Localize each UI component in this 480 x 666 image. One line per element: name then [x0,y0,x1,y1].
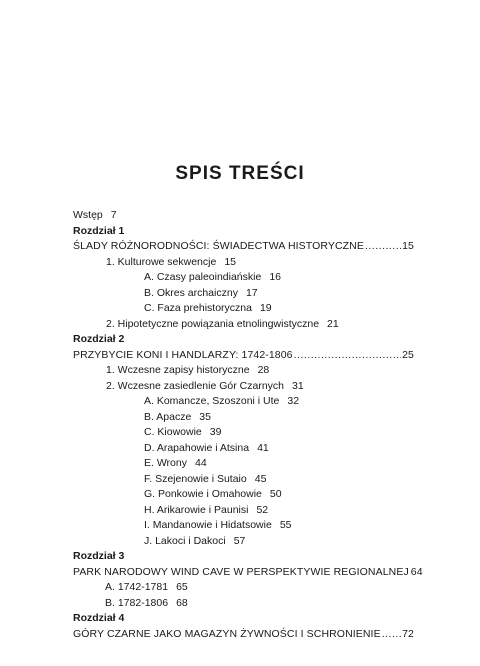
toc-subsection [73,286,414,302]
toc-entry-page: 19 [259,302,272,314]
toc-entry-page: 28 [257,364,270,376]
toc-subsection [73,456,414,472]
toc-entry-page: 64 [410,565,423,578]
toc-entry-page: 21 [327,317,339,330]
toc-entry-title: A. 1742-1781 [105,581,169,593]
toc-entry-title: 1. Wczesne zapisy historyczne [106,364,250,376]
toc-chapter-title-3 [73,565,423,581]
toc-entry-title: D. Arapahowie i Atsina [144,441,250,454]
toc-subsection [73,270,414,286]
toc-entry-title: I. Mandanowie i Hidatsowie [144,519,272,531]
toc-entry-page: 17 [245,286,258,299]
toc-entry-title: F. Szejenowie i Sutaio [144,472,247,485]
toc-entry-page: 44 [194,457,207,469]
toc-entry-intro [73,208,414,224]
toc-entry-page: 15 [402,240,414,252]
toc-entry-title: PARK NARODOWY WIND CAVE W PERSPEKTYWIE REGIONALNEJ [73,565,409,578]
toc-subsection [73,410,414,426]
toc-entry-title: GÓRY CZARNE JAKO MAGAZYN ŻYWNOŚCI I SCHRONIENIE [73,627,381,640]
toc-entry-page: 72 [402,627,414,640]
toc-subsection [73,441,414,457]
toc-entry-title: B. 1782-1806 [105,596,169,609]
toc-entry-title: B. Okres archaiczny [144,286,238,299]
toc-section [73,363,414,379]
toc-entry-title: C. Faza prehistoryczna [144,302,252,314]
page-title: SPIS TREŚCI [175,163,305,184]
toc-entry-title: ŚLADY RÓŻNORODNOŚCI: ŚWIADECTWA HISTORYCZNE [73,240,364,252]
toc-entry-title: H. Arikarowie i Paunisi [144,503,249,516]
toc-entry-title: Wstęp [73,209,103,221]
toc-entry-page: 57 [233,534,246,547]
toc-entry-title: C. Kiowowie [144,426,202,438]
dot-leader [294,348,401,364]
toc-entry-title: 2. Hipotetyczne powiązania etnolingwistyczne [106,317,320,330]
chapter-heading-1: Rozdział 1 [73,224,125,237]
toc-entry-title: A. Czasy paleoindiańskie [144,271,262,283]
toc-subsection [73,425,414,441]
toc-entry-page: 15 [224,255,236,268]
toc-entry-page: 41 [257,441,269,454]
toc-subsection [73,534,414,550]
toc-section [73,596,414,612]
toc-subsection [73,487,414,503]
toc-entry-page: 35 [199,410,211,423]
toc-entry-page: 16 [269,271,282,283]
toc-entry-title: 1. Kulturowe sekwencje [106,255,217,268]
chapter-heading-4: Rozdział 4 [73,612,125,624]
chapter-heading-2: Rozdział 2 [73,333,125,345]
toc-chapter-title-4 [73,627,414,643]
toc-entry-page: 39 [209,426,222,438]
toc-entry-title: J. Lakoci i Dakoci [144,534,226,547]
toc-entry-page: 45 [254,472,267,485]
dot-leader [382,627,401,643]
toc-subsection [73,301,414,317]
toc-entry-title: G. Ponkowie i Omahowie [144,488,262,500]
toc-section [73,317,414,333]
dot-leader [365,239,401,255]
toc-subsection [73,503,414,519]
toc-entry-page: 7 [110,209,117,221]
toc-section [73,255,414,271]
toc-subsection [73,394,414,410]
toc-entry-page: 68 [176,596,188,609]
toc-entry-page: 65 [176,581,188,593]
toc-chapter-title-2 [73,348,414,364]
toc-entry-page: 32 [287,395,300,407]
toc-section [73,379,414,395]
toc-entry-title: A. Komancze, Szoszoni i Ute [144,395,280,407]
toc-entry-page: 31 [292,379,304,392]
toc-section [73,580,414,596]
table-of-contents [73,208,423,642]
toc-entry-page: 52 [256,503,269,516]
toc-entry-title: 2. Wczesne zasiedlenie Gór Czarnych [106,379,284,392]
toc-entry-page: 50 [269,488,282,500]
toc-chapter-title-1 [73,239,414,255]
toc-entry-title: E. Wrony [144,457,187,469]
toc-entry-page: 55 [279,519,292,531]
toc-subsection [73,472,414,488]
toc-subsection [73,518,414,534]
toc-entry-page: 25 [402,348,414,361]
toc-entry-title: PRZYBYCIE KONI I HANDLARZY: 1742-1806 [73,348,293,361]
chapter-heading-3: Rozdział 3 [73,550,125,562]
toc-entry-title: B. Apacze [144,410,192,423]
